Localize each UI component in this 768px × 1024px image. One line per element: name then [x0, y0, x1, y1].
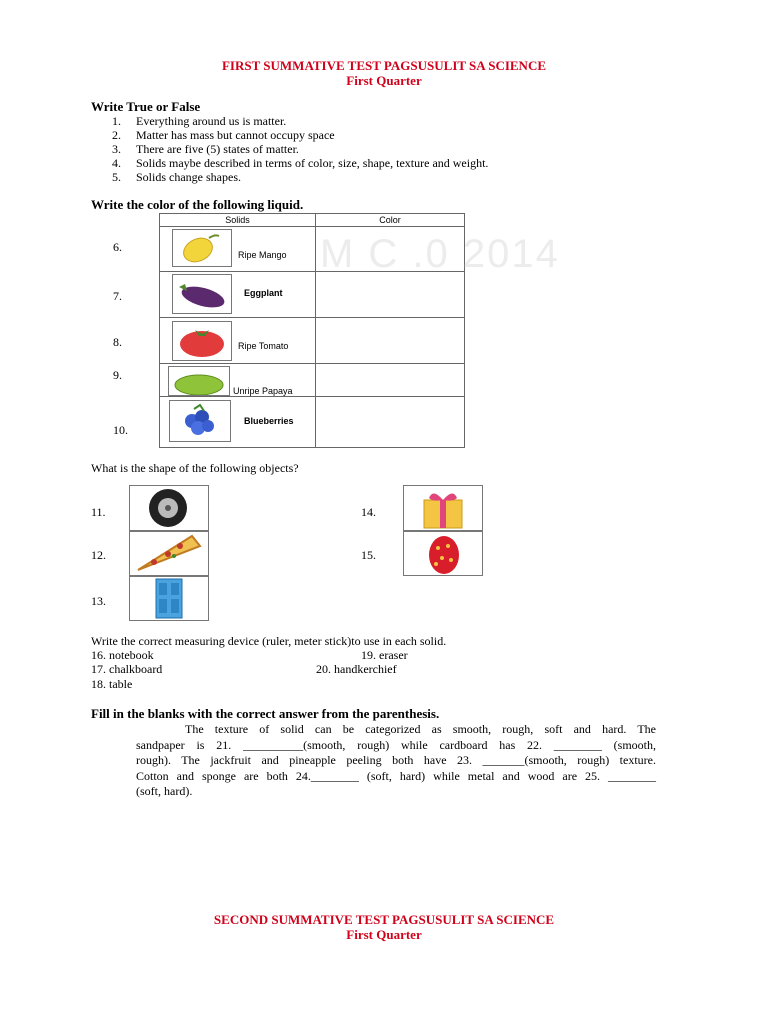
- paragraph-line: (soft, hard).: [136, 784, 193, 798]
- list-item: 16. notebook: [91, 648, 154, 662]
- page-title: FIRST SUMMATIVE TEST PAGSUSULIT SA SCIENCE: [221, 58, 547, 73]
- tomato-image: [172, 321, 232, 361]
- watermark: M C .0 2014: [320, 232, 560, 276]
- next-section-title: SECOND SUMMATIVE TEST PAGSUSULIT SA SCIENCE: [213, 912, 555, 927]
- item-number: 7.: [113, 289, 122, 303]
- column-header-solids: Solids: [159, 213, 316, 227]
- list-item: 2. Matter has mass but cannot occupy space: [112, 128, 335, 142]
- paragraph-line: The texture of solid can be categorized as smooth, rough, soft and hard. The: [185, 722, 656, 736]
- paragraph-line: sandpaper is 21. __________(smooth, rough) while cardboard has 22. ________ (smooth,: [136, 737, 656, 752]
- item-number: 15.: [361, 548, 376, 562]
- item-number: 9.: [113, 368, 122, 382]
- next-section-subtitle: First Quarter: [346, 927, 422, 942]
- blueberries-image: [169, 400, 231, 442]
- item-number: 10.: [113, 423, 128, 437]
- solid-label: Eggplant: [244, 288, 283, 298]
- paragraph-line: rough). The jackfruit and pineapple peeling both have 23. _______(smooth, rough) texture.: [136, 753, 656, 767]
- list-item: 18. table: [91, 677, 133, 691]
- list-item: 3. There are five (5) states of matter.: [112, 142, 299, 156]
- door-image: [129, 576, 209, 621]
- list-item: 20. handkerchief: [316, 662, 397, 676]
- list-item: 17. chalkboard: [91, 662, 163, 676]
- item-number: 14.: [361, 505, 376, 519]
- list-item: 19. eraser: [361, 648, 408, 662]
- page-subtitle: First Quarter: [346, 73, 422, 88]
- tire-image: [129, 485, 209, 531]
- solid-label: Ripe Tomato: [238, 341, 289, 351]
- solid-label: Unripe Papaya: [233, 386, 293, 396]
- item-number: 8.: [113, 335, 122, 349]
- item-number: 12.: [91, 548, 106, 562]
- item-number: 11.: [91, 505, 106, 519]
- egg-image: [403, 531, 483, 576]
- pizza-image: [129, 531, 209, 576]
- solid-label: Ripe Mango: [238, 250, 287, 260]
- answer-cell: [315, 363, 465, 397]
- item-number: 13.: [91, 594, 106, 608]
- list-item: 5. Solids change shapes.: [112, 170, 241, 184]
- section1-heading: Write True or False: [91, 99, 201, 114]
- item-number: 6.: [113, 240, 122, 254]
- solid-label: Blueberries: [244, 416, 294, 426]
- mango-image: [172, 229, 232, 267]
- answer-cell: [315, 271, 465, 318]
- section5-heading: Fill in the blanks with the correct answer from the parenthesis.: [91, 706, 440, 721]
- fill-in-paragraph: [136, 722, 656, 800]
- answer-cell: [315, 396, 465, 448]
- answer-cell: [315, 317, 465, 364]
- eggplant-image: [172, 274, 232, 314]
- section2-heading: Write the color of the following liquid.: [91, 197, 304, 212]
- paragraph-line: Cotton and sponge are both 24.________ (soft, hard) while metal and wood are 25. ________: [136, 768, 656, 783]
- true-false-list: [112, 114, 488, 184]
- section3-heading: What is the shape of the following objects?: [91, 461, 299, 475]
- section4-heading: Write the correct measuring device (ruler, meter stick)to use in each solid.: [91, 634, 447, 648]
- gift-box-image: [403, 485, 483, 531]
- column-header-color: Color: [315, 213, 465, 227]
- list-item: 4. Solids maybe described in terms of color, size, shape, texture and weight.: [112, 156, 489, 170]
- list-item: 1. Everything around us is matter.: [112, 114, 287, 128]
- papaya-image: [168, 366, 230, 396]
